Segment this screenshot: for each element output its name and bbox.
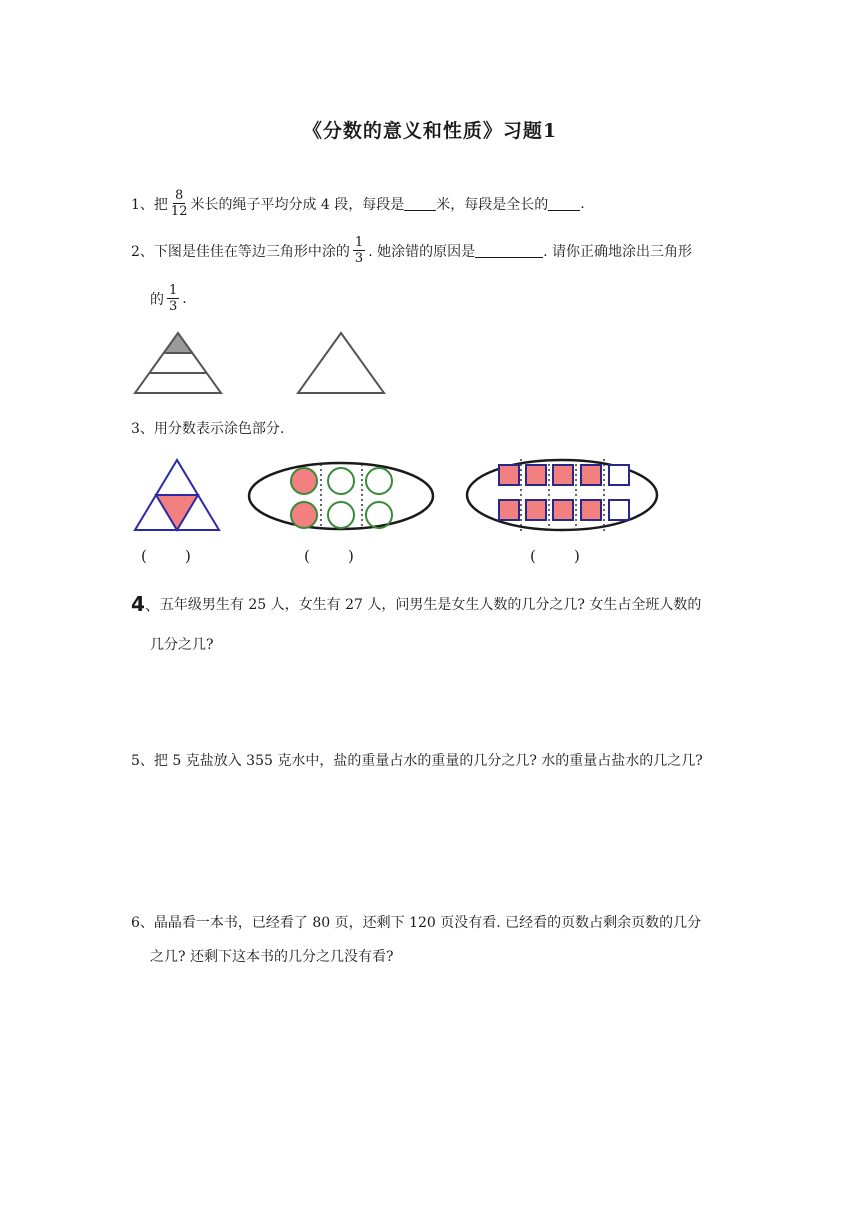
shaded-square <box>553 465 573 485</box>
empty-circle <box>328 502 354 528</box>
q2-line2-fraction-denominator: 3 <box>169 299 178 314</box>
empty-circle <box>328 468 354 494</box>
shaded-circle <box>291 468 317 494</box>
shaded-square <box>499 500 519 520</box>
q2-fraction <box>353 235 365 266</box>
circles-ellipse-border <box>249 463 433 529</box>
question-4 <box>131 592 701 616</box>
shaded-square <box>526 500 546 520</box>
q3-answer-3[interactable]: ( ) <box>530 547 580 565</box>
q1-fraction-numerator: 8 <box>175 188 184 203</box>
empty-circle <box>366 468 392 494</box>
q1-end: . <box>580 195 585 212</box>
question-1 <box>131 188 585 219</box>
q2-text-b: . 请你正确地涂出三角形 <box>543 243 693 260</box>
q2-fraction-numerator: 1 <box>354 235 364 250</box>
empty-square <box>609 500 629 520</box>
q2-blank-reason[interactable] <box>475 243 543 258</box>
q2-line2-fraction <box>167 283 179 314</box>
q1-fraction <box>171 188 188 219</box>
question-2-line-2 <box>150 283 187 314</box>
q2-line2-prefix: 的 <box>150 291 164 308</box>
q2-prefix: 2、下图是佳佳在等边三角形中涂的 <box>131 243 350 260</box>
q2-line2-fraction-numerator: 1 <box>169 283 178 298</box>
q3-triangle-figure <box>131 458 225 534</box>
q4-number: 4 <box>131 592 145 616</box>
pyramid-shaded-top <box>164 333 192 353</box>
q1-prefix: 1、把 <box>131 196 168 213</box>
q1-blank-fraction[interactable] <box>548 196 580 211</box>
q3-squares-figure <box>464 455 664 535</box>
q3-answer-1[interactable]: ( ) <box>141 547 191 565</box>
shaded-square <box>526 465 546 485</box>
q2-fraction-denominator: 3 <box>354 251 364 266</box>
question-4-line-2: 几分之几? <box>150 637 214 653</box>
empty-circle <box>366 502 392 528</box>
q3-circles-figure <box>246 460 438 532</box>
question-3: 3、用分数表示涂色部分. <box>131 421 285 437</box>
question-6-line-2: 之几? 还剩下这本书的几分之几没有看? <box>150 949 394 965</box>
empty-triangle[interactable] <box>298 333 384 393</box>
q2-text-a: . 她涂错的原因是 <box>368 243 476 260</box>
empty-square <box>609 465 629 485</box>
question-6: 6、晶晶看一本书，已经看了 80 页，还剩下 120 页没有看. 已经看的页数占剩余页数的几分 <box>131 915 702 931</box>
q4-line-1: 五年级男生有 25 人，女生有 27 人，问男生是女生人数的几分之几? 女生占全班人数的 <box>159 597 702 613</box>
q2-figures <box>130 325 400 397</box>
q4-separator: 、 <box>144 595 160 614</box>
q2-line2-end: . <box>182 290 187 307</box>
question-5: 5、把 5 克盐放入 355 克水中，盐的重量占水的重量的几分之几? 水的重量占盐水的几之几? <box>131 753 703 769</box>
shaded-center-triangle <box>156 495 198 530</box>
q1-blank-length[interactable] <box>404 196 436 211</box>
question-2 <box>131 235 692 266</box>
q3-answer-2[interactable]: ( ) <box>304 547 354 565</box>
shaded-square <box>581 465 601 485</box>
shaded-pyramid-triangle <box>135 333 221 393</box>
q1-text-b: 米，每段是全长的 <box>436 196 549 213</box>
q1-fraction-denominator: 12 <box>170 204 188 219</box>
shaded-square <box>581 500 601 520</box>
shaded-square <box>499 465 519 485</box>
page-title: 《分数的意义和性质》习题1 <box>302 120 558 142</box>
q1-text-a: 米长的绳子平均分成 4 段，每段是 <box>190 196 405 213</box>
shaded-square <box>553 500 573 520</box>
shaded-circle <box>291 502 317 528</box>
